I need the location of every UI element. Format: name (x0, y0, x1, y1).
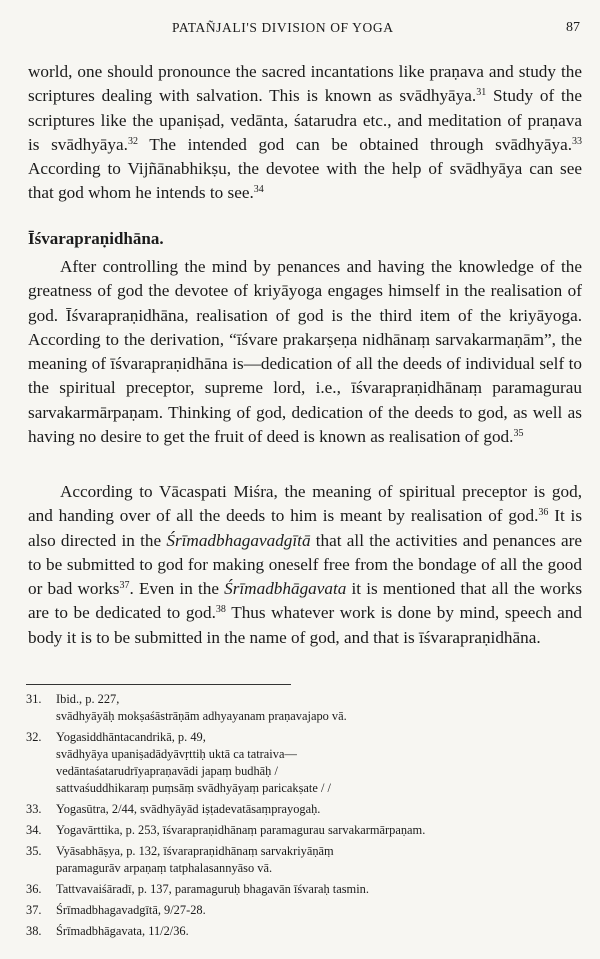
footnote-line: Yogasūtra, 2/44, svādhyāyād iṣṭadevatāsaṃprayogaḥ. (56, 802, 321, 816)
italic-title: Śrīmadbhagavadgītā (166, 530, 311, 550)
footnote (26, 843, 586, 877)
footnote-ref-31: 31 (476, 87, 487, 99)
running-title: PATAÑJALI'S DIVISION OF YOGA (172, 20, 394, 35)
text-run: After controlling the mind by penances and having the knowledge of the greatness of god the devotee of kriyāyoga engages himself in the realisation of god. Īśvarapraṇidhāna, realisation of god is the third item of the kriyāyoga. According to the derivation, “īśvare prakarṣeṇa nidhānaṃ sarvakarmaṇām”, the meaning of īśvarapraṇidhāna is—dedication of all the deeds of individual self to the spiritual preceptor, supreme lord, i.e., īśvarapraṇidhānaṃ paramagurau sarvakarmārpaṇam. Thinking of god, dedication of the deeds to god, as well as having no desire to get the fruit of deed is known as realisation of god. (28, 257, 582, 447)
footnote (26, 729, 586, 797)
footnote-number: 34. (26, 823, 42, 837)
footnote-line: Śrīmadbhāgavata, 11/2/36. (56, 924, 189, 938)
footnotes (26, 691, 586, 944)
footnote (26, 691, 586, 725)
footnote-number: 35. (26, 844, 42, 858)
footnote-number: 37. (26, 903, 42, 917)
footnote-ref-36: 36 (538, 507, 549, 519)
footnote-line: svādhyāya upaniṣadādyāvṛttiḥ uktā ca tatraiva— (56, 747, 297, 761)
footnote (26, 801, 586, 818)
footnote-number: 36. (26, 882, 42, 896)
footnote-line: Tattvavaiśāradī, p. 137, paramaguruḥ bhagavān īśvaraḥ tasmin. (56, 882, 369, 896)
footnote-number: 33. (26, 802, 42, 816)
italic-title: Śrīmadbhāgavata (224, 579, 347, 599)
footnote-line: Vyāsabhāṣya, p. 132, īśvarapraṇidhānaṃ sarvakriyāṇāṃ (56, 844, 334, 858)
footnote-line: Śrīmadbhagavadgītā, 9/27-28. (56, 903, 206, 917)
text-run: It is also directed in the (28, 506, 583, 550)
running-header (0, 20, 600, 40)
footnote-line: Ibid., p. 227, (56, 692, 120, 706)
footnote-line: sattvaśuddhikaraṃ puṃsāṃ svādhyāyaṃ paricakṣate / / (56, 781, 331, 795)
footnote-divider (26, 684, 291, 685)
footnote-ref-32: 32 (127, 135, 138, 147)
text-run: . Even in the (129, 579, 225, 599)
page-number: 87 (566, 20, 580, 35)
footnote-line: vedāntaśatarudrīyapraṇavādi japaṃ budhāḥ / (56, 764, 278, 778)
footnote-ref-33: 33 (572, 135, 582, 147)
footnote-number: 32. (26, 730, 42, 744)
footnote-ref-35: 35 (513, 428, 524, 440)
text-run: world, one should pronounce the sacred incantations like praṇava and study the scriptures dealing with salvation. This is known as svādhyāya. (28, 62, 582, 106)
footnote-ref-37: 37 (119, 580, 130, 592)
text-run: The intended god can be obtained through svādhyāya. (137, 134, 572, 154)
footnote (26, 902, 586, 919)
text-run: According to Vijñānabhikṣu, the devotee with the help of svādhyāya can see that god whom he intends to see. (28, 159, 582, 203)
footnote-ref-38: 38 (215, 604, 226, 616)
paragraph-isvarapranidhana (28, 255, 582, 449)
footnote (26, 881, 586, 898)
section-heading: Īśvarapraṇidhāna. (28, 229, 164, 248)
footnote-line: Yogavārttika, p. 253, īśvarapraṇidhānaṃ paramagurau sarvakarmārpaṇam. (56, 823, 426, 837)
footnote-ref-34: 34 (253, 184, 264, 196)
footnote-line: svādhyāyāḥ mokṣaśāstrāṇām adhyayanam praṇavajapo vā. (56, 709, 347, 723)
footnote (26, 822, 586, 839)
paragraph-vacaspati (28, 480, 582, 650)
footnote-line: paramagurāv arpaṇaṃ tatphalasannyāso vā. (56, 861, 273, 875)
text-run: According to Vācaspati Miśra, the meaning of spiritual preceptor is god, and handing over of all the deeds to him is meant by realisation of god. (28, 482, 582, 526)
footnote-number: 31. (26, 692, 42, 706)
footnote-number: 38. (26, 924, 42, 938)
footnote (26, 923, 586, 940)
footnote-line: Yogasiddhāntacandrikā, p. 49, (56, 730, 206, 744)
text-run: that all the activities and penances are to be submitted to god for making oneself free from the bondage of all the good or bad works (28, 530, 582, 599)
text-run: Study of the scriptures like the upaniṣad, vedānta, śatarudra etc., and meditation of praṇava is svādhyāya. (28, 86, 582, 154)
paragraph-svadhyaya-end (28, 60, 582, 206)
text-run: Thus whatever work is done by mind, speech and body it is to be submitted in the name of god, and that is īśvarapraṇidhāna. (28, 603, 583, 647)
text-run: it is mentioned that all the works are to be dedicated to god. (28, 579, 583, 623)
